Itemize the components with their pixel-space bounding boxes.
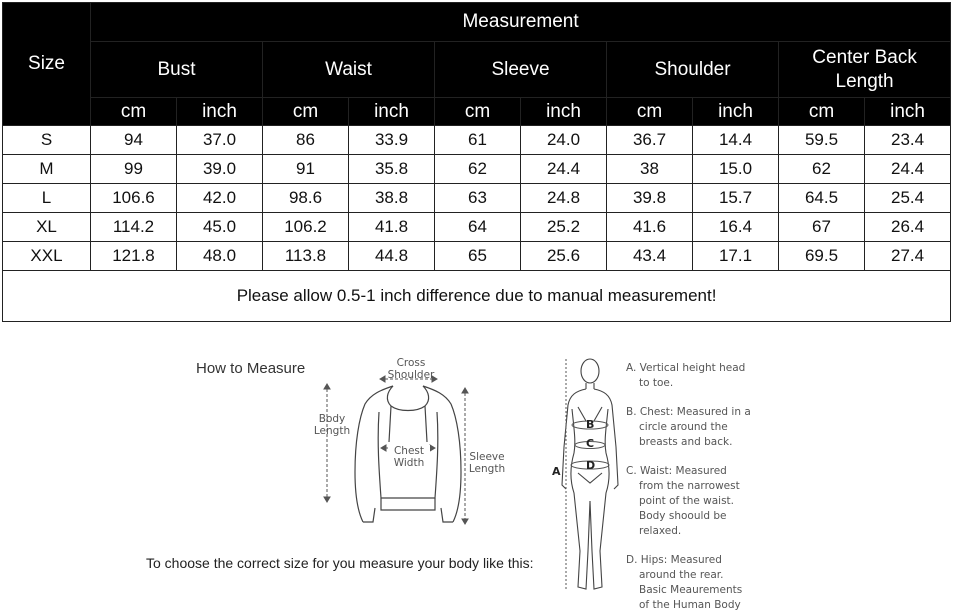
- value-cell: 98.6: [263, 184, 349, 213]
- value-cell: 42.0: [177, 184, 263, 213]
- unit-header: inch: [693, 98, 779, 126]
- body-figure-diagram: [548, 355, 624, 605]
- value-cell: 94: [91, 126, 177, 155]
- value-cell: 121.8: [91, 242, 177, 271]
- group-header-bust: Bust: [91, 42, 263, 98]
- size-header: Size: [3, 3, 91, 126]
- group-header-sleeve: Sleeve: [435, 42, 607, 98]
- value-cell: 113.8: [263, 242, 349, 271]
- value-cell: 114.2: [91, 213, 177, 242]
- value-cell: 62: [435, 155, 521, 184]
- value-cell: 106.2: [263, 213, 349, 242]
- value-cell: 91: [263, 155, 349, 184]
- size-chart-table: [2, 2, 951, 322]
- group-header-waist: Waist: [263, 42, 435, 98]
- value-cell: 64: [435, 213, 521, 242]
- body-point-b: B: [586, 418, 595, 431]
- value-cell: 23.4: [865, 126, 951, 155]
- description-b: B. Chest: Measured in a circle around the breasts and back.: [626, 406, 751, 448]
- group-header-shoulder: Shoulder: [607, 42, 779, 98]
- value-cell: 62: [779, 155, 865, 184]
- value-cell: 106.6: [91, 184, 177, 213]
- value-cell: 15.7: [693, 184, 779, 213]
- value-cell: 39.8: [607, 184, 693, 213]
- choose-size-instruction: To choose the correct size for you measure your body like this:: [146, 555, 534, 571]
- size-cell: S: [3, 126, 91, 155]
- value-cell: 41.6: [607, 213, 693, 242]
- value-cell: 36.7: [607, 126, 693, 155]
- unit-header: inch: [865, 98, 951, 126]
- group-header-center-back-length: Center Back Length: [779, 42, 951, 98]
- value-cell: 17.1: [693, 242, 779, 271]
- value-cell: 25.4: [865, 184, 951, 213]
- value-cell: 45.0: [177, 213, 263, 242]
- unit-header: cm: [263, 98, 349, 126]
- table-row: [3, 242, 951, 271]
- description-c: C. Waist: Measured from the narrowest point of the waist. Body shoould be relaxed.: [626, 465, 740, 537]
- value-cell: 16.4: [693, 213, 779, 242]
- table-row: [3, 184, 951, 213]
- value-cell: 27.4: [865, 242, 951, 271]
- value-cell: 15.0: [693, 155, 779, 184]
- value-cell: 33.9: [349, 126, 435, 155]
- unit-header: cm: [435, 98, 521, 126]
- value-cell: 59.5: [779, 126, 865, 155]
- value-cell: 67: [779, 213, 865, 242]
- unit-header-row: [3, 98, 951, 126]
- size-cell: XXL: [3, 242, 91, 271]
- value-cell: 35.8: [349, 155, 435, 184]
- value-cell: 38: [607, 155, 693, 184]
- value-cell: 37.0: [177, 126, 263, 155]
- table-row: [3, 126, 951, 155]
- value-cell: 24.0: [521, 126, 607, 155]
- unit-header: cm: [779, 98, 865, 126]
- value-cell: 41.8: [349, 213, 435, 242]
- body-length-label: Body Length: [313, 413, 351, 437]
- value-cell: 86: [263, 126, 349, 155]
- body-point-a: A: [552, 465, 561, 478]
- measurement-note: Please allow 0.5-1 inch difference due to manual measurement!: [3, 271, 951, 322]
- value-cell: 25.2: [521, 213, 607, 242]
- value-cell: 38.8: [349, 184, 435, 213]
- value-cell: 39.0: [177, 155, 263, 184]
- table-row: [3, 155, 951, 184]
- size-cell: M: [3, 155, 91, 184]
- value-cell: 61: [435, 126, 521, 155]
- body-point-d: D: [586, 459, 596, 472]
- size-cell: XL: [3, 213, 91, 242]
- sleeve-length-label: Sleeve Length: [468, 451, 506, 475]
- value-cell: 25.6: [521, 242, 607, 271]
- value-cell: 24.8: [521, 184, 607, 213]
- description-a: A. Vertical height head to toe.: [626, 362, 746, 389]
- unit-header: inch: [521, 98, 607, 126]
- value-cell: 44.8: [349, 242, 435, 271]
- value-cell: 99: [91, 155, 177, 184]
- value-cell: 48.0: [177, 242, 263, 271]
- chest-width-label: Chest Width: [388, 445, 430, 469]
- unit-header: cm: [607, 98, 693, 126]
- measurement-header: Measurement: [91, 3, 951, 42]
- unit-header: inch: [177, 98, 263, 126]
- body-point-c: C: [586, 437, 595, 450]
- value-cell: 26.4: [865, 213, 951, 242]
- table-row: [3, 213, 951, 242]
- value-cell: 64.5: [779, 184, 865, 213]
- value-cell: 43.4: [607, 242, 693, 271]
- value-cell: 63: [435, 184, 521, 213]
- size-cell: L: [3, 184, 91, 213]
- value-cell: 24.4: [865, 155, 951, 184]
- unit-header: cm: [91, 98, 177, 126]
- value-cell: 24.4: [521, 155, 607, 184]
- how-to-measure-title: How to Measure: [196, 360, 306, 377]
- unit-header: inch: [349, 98, 435, 126]
- value-cell: 14.4: [693, 126, 779, 155]
- value-cell: 69.5: [779, 242, 865, 271]
- cross-shoulder-label: Cross Shoulder: [387, 357, 435, 381]
- description-d: D. Hips: Measured around the rear. Basic Meaurements of the Human Body: [626, 554, 743, 611]
- value-cell: 65: [435, 242, 521, 271]
